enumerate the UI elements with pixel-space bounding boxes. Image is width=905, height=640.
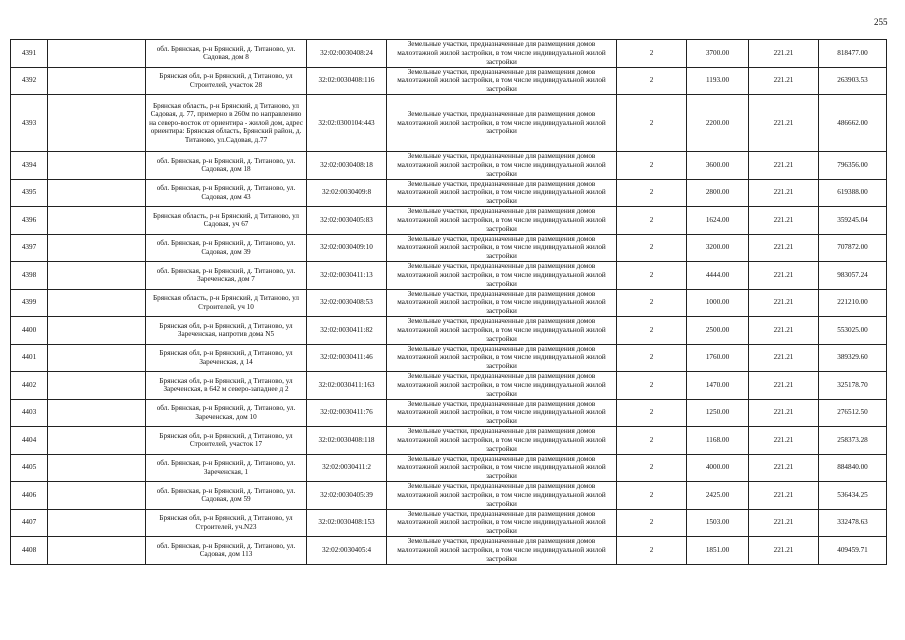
area-cell: 3700.00 <box>687 40 749 68</box>
address-cell: Брянская область, р-н Брянский, д Титаново, ул Садовая, уч 67 <box>146 207 307 235</box>
area-cell: 4444.00 <box>687 262 749 290</box>
empty-cell <box>48 509 146 537</box>
address-cell: обл. Брянская, р-н Брянский, д. Титаново, ул. Зареченская, 1 <box>146 454 307 482</box>
group-cell: 2 <box>617 454 687 482</box>
row-number-cell: 4404 <box>11 427 48 455</box>
empty-cell <box>48 152 146 180</box>
land-use-description-cell: Земельные участки, предназначенные для размещения домов малоэтажной жилой застройки, в том числе индивидуальной жилой застройки <box>387 537 617 565</box>
specific-value-cell: 221.21 <box>749 509 819 537</box>
cadastral-value-cell: 536434.25 <box>819 482 887 510</box>
land-use-description-cell: Земельные участки, предназначенные для размещения домов малоэтажной жилой застройки, в том числе индивидуальной жилой застройки <box>387 372 617 400</box>
cadastral-number-cell: 32:02:0030408:116 <box>307 67 387 95</box>
cadastral-value-cell: 359245.04 <box>819 207 887 235</box>
cadastral-number-cell: 32:02:0030409:10 <box>307 234 387 262</box>
specific-value-cell: 221.21 <box>749 427 819 455</box>
empty-cell <box>48 317 146 345</box>
empty-cell <box>48 67 146 95</box>
land-use-description-cell: Земельные участки, предназначенные для размещения домов малоэтажной жилой застройки, в том числе индивидуальной жилой застройки <box>387 40 617 68</box>
table-row <box>11 234 887 262</box>
table-row <box>11 537 887 565</box>
area-cell: 1470.00 <box>687 372 749 400</box>
specific-value-cell: 221.21 <box>749 262 819 290</box>
land-use-description-cell: Земельные участки, предназначенные для размещения домов малоэтажной жилой застройки, в том числе индивидуальной жилой застройки <box>387 67 617 95</box>
specific-value-cell: 221.21 <box>749 40 819 68</box>
cadastral-number-cell: 32:02:0030411:13 <box>307 262 387 290</box>
cadastral-value-cell: 409459.71 <box>819 537 887 565</box>
cadastral-number-cell: 32:02:0030408:153 <box>307 509 387 537</box>
area-cell: 1168.00 <box>687 427 749 455</box>
address-cell: обл. Брянская, р-н Брянский, д. Титаново, ул. Зареченская, дом 10 <box>146 399 307 427</box>
cadastral-number-cell: 32:02:0030408:53 <box>307 289 387 317</box>
empty-cell <box>48 95 146 152</box>
table-row <box>11 95 887 152</box>
land-use-description-cell: Земельные участки, предназначенные для размещения домов малоэтажной жилой застройки, в том числе индивидуальной жилой застройки <box>387 427 617 455</box>
address-cell: обл. Брянская, р-н Брянский, д. Титаново, ул. Садовая, дом 43 <box>146 179 307 207</box>
specific-value-cell: 221.21 <box>749 372 819 400</box>
address-cell: Брянская обл, р-н Брянский, д Титаново, ул Строителей, уч.N23 <box>146 509 307 537</box>
empty-cell <box>48 234 146 262</box>
area-cell: 2500.00 <box>687 317 749 345</box>
table-row <box>11 344 887 372</box>
area-cell: 3600.00 <box>687 152 749 180</box>
cadastral-number-cell: 32:02:0030405:83 <box>307 207 387 235</box>
group-cell: 2 <box>617 372 687 400</box>
address-cell: обл. Брянская, р-н Брянский, д. Титаново, ул. Садовая, дом 59 <box>146 482 307 510</box>
area-cell: 4000.00 <box>687 454 749 482</box>
cadastral-value-cell: 796356.00 <box>819 152 887 180</box>
empty-cell <box>48 482 146 510</box>
land-registry-table <box>10 39 887 565</box>
cadastral-value-cell: 707872.00 <box>819 234 887 262</box>
table-row <box>11 509 887 537</box>
table-row <box>11 152 887 180</box>
row-number-cell: 4406 <box>11 482 48 510</box>
land-use-description-cell: Земельные участки, предназначенные для размещения домов малоэтажной жилой застройки, в том числе индивидуальной жилой застройки <box>387 234 617 262</box>
address-cell: Брянская обл, р-н Брянский, д Титаново, ул Зареченская, в 642 м северо-западнее д 2 <box>146 372 307 400</box>
row-number-cell: 4401 <box>11 344 48 372</box>
cadastral-value-cell: 276512.50 <box>819 399 887 427</box>
cadastral-value-cell: 486662.00 <box>819 95 887 152</box>
specific-value-cell: 221.21 <box>749 207 819 235</box>
group-cell: 2 <box>617 427 687 455</box>
empty-cell <box>48 207 146 235</box>
table-row <box>11 40 887 68</box>
page-number: 255 <box>874 17 888 27</box>
cadastral-value-cell: 258373.28 <box>819 427 887 455</box>
cadastral-value-cell: 263903.53 <box>819 67 887 95</box>
address-cell: Брянская область, р-н Брянский, д Титаново, ул Строителей, уч 10 <box>146 289 307 317</box>
group-cell: 2 <box>617 40 687 68</box>
row-number-cell: 4407 <box>11 509 48 537</box>
group-cell: 2 <box>617 262 687 290</box>
group-cell: 2 <box>617 152 687 180</box>
cadastral-value-cell: 332478.63 <box>819 509 887 537</box>
address-cell: Брянская область, р-н Брянский, д Титаново, ул Садовая, д. 77, примерно в 260м по направлению на северо-восток от ориентира - жилой дом, адрес ориентира: Брянская область, Брянский район, д. Титаново, ул.Садовая, д.77 <box>146 95 307 152</box>
table-row <box>11 372 887 400</box>
group-cell: 2 <box>617 179 687 207</box>
cadastral-number-cell: 32:02:0030411:163 <box>307 372 387 400</box>
group-cell: 2 <box>617 509 687 537</box>
empty-cell <box>48 179 146 207</box>
cadastral-value-cell: 818477.00 <box>819 40 887 68</box>
land-use-description-cell: Земельные участки, предназначенные для размещения домов малоэтажной жилой застройки, в том числе индивидуальной жилой застройки <box>387 289 617 317</box>
table-row <box>11 179 887 207</box>
address-cell: обл. Брянская, р-н Брянский, д. Титаново, ул. Садовая, дом 39 <box>146 234 307 262</box>
table-row <box>11 427 887 455</box>
cadastral-value-cell: 619388.00 <box>819 179 887 207</box>
row-number-cell: 4408 <box>11 537 48 565</box>
specific-value-cell: 221.21 <box>749 67 819 95</box>
area-cell: 1624.00 <box>687 207 749 235</box>
row-number-cell: 4403 <box>11 399 48 427</box>
cadastral-value-cell: 389329.60 <box>819 344 887 372</box>
empty-cell <box>48 427 146 455</box>
cadastral-number-cell: 32:02:0030408:18 <box>307 152 387 180</box>
row-number-cell: 4405 <box>11 454 48 482</box>
land-use-description-cell: Земельные участки, предназначенные для размещения домов малоэтажной жилой застройки, в том числе индивидуальной жилой застройки <box>387 344 617 372</box>
table-body <box>11 40 887 565</box>
row-number-cell: 4399 <box>11 289 48 317</box>
land-use-description-cell: Земельные участки, предназначенные для размещения домов малоэтажной жилой застройки, в том числе индивидуальной жилой застройки <box>387 152 617 180</box>
land-use-description-cell: Земельные участки, предназначенные для размещения домов малоэтажной жилой застройки, в том числе индивидуальной жилой застройки <box>387 207 617 235</box>
area-cell: 1851.00 <box>687 537 749 565</box>
empty-cell <box>48 372 146 400</box>
group-cell: 2 <box>617 344 687 372</box>
group-cell: 2 <box>617 317 687 345</box>
cadastral-number-cell: 32:02:0030408:118 <box>307 427 387 455</box>
address-cell: Брянская обл, р-н Брянский, д Титаново, ул Строителей, участок 17 <box>146 427 307 455</box>
row-number-cell: 4392 <box>11 67 48 95</box>
table-row <box>11 399 887 427</box>
row-number-cell: 4395 <box>11 179 48 207</box>
table-row <box>11 482 887 510</box>
empty-cell <box>48 289 146 317</box>
group-cell: 2 <box>617 95 687 152</box>
land-use-description-cell: Земельные участки, предназначенные для размещения домов малоэтажной жилой застройки, в том числе индивидуальной жилой застройки <box>387 179 617 207</box>
row-number-cell: 4396 <box>11 207 48 235</box>
specific-value-cell: 221.21 <box>749 179 819 207</box>
specific-value-cell: 221.21 <box>749 482 819 510</box>
table-row <box>11 289 887 317</box>
table-row <box>11 207 887 235</box>
row-number-cell: 4398 <box>11 262 48 290</box>
specific-value-cell: 221.21 <box>749 234 819 262</box>
address-cell: Брянская обл, р-н Брянский, д Титаново, ул Строителей, участок 28 <box>146 67 307 95</box>
table-row <box>11 67 887 95</box>
empty-cell <box>48 537 146 565</box>
area-cell: 1250.00 <box>687 399 749 427</box>
row-number-cell: 4400 <box>11 317 48 345</box>
cadastral-value-cell: 553025.00 <box>819 317 887 345</box>
specific-value-cell: 221.21 <box>749 289 819 317</box>
cadastral-number-cell: 32:02:0030405:4 <box>307 537 387 565</box>
table-row <box>11 317 887 345</box>
land-use-description-cell: Земельные участки, предназначенные для размещения домов малоэтажной жилой застройки, в том числе индивидуальной жилой застройки <box>387 262 617 290</box>
specific-value-cell: 221.21 <box>749 344 819 372</box>
empty-cell <box>48 454 146 482</box>
address-cell: обл. Брянская, р-н Брянский, д. Титаново, ул. Садовая, дом 18 <box>146 152 307 180</box>
area-cell: 2200.00 <box>687 95 749 152</box>
row-number-cell: 4394 <box>11 152 48 180</box>
cadastral-number-cell: 32:02:0030411:2 <box>307 454 387 482</box>
specific-value-cell: 221.21 <box>749 537 819 565</box>
group-cell: 2 <box>617 289 687 317</box>
group-cell: 2 <box>617 207 687 235</box>
empty-cell <box>48 262 146 290</box>
cadastral-value-cell: 325178.70 <box>819 372 887 400</box>
address-cell: Брянская обл, р-н Брянский, д Титаново, ул Зареченская, д 14 <box>146 344 307 372</box>
area-cell: 1000.00 <box>687 289 749 317</box>
row-number-cell: 4402 <box>11 372 48 400</box>
group-cell: 2 <box>617 67 687 95</box>
row-number-cell: 4397 <box>11 234 48 262</box>
address-cell: обл. Брянская, р-н Брянский, д. Титаново, ул. Садовая, дом 8 <box>146 40 307 68</box>
table-row <box>11 262 887 290</box>
land-use-description-cell: Земельные участки, предназначенные для размещения домов малоэтажной жилой застройки, в том числе индивидуальной жилой застройки <box>387 317 617 345</box>
cadastral-number-cell: 32:02:0030411:46 <box>307 344 387 372</box>
empty-cell <box>48 40 146 68</box>
land-use-description-cell: Земельные участки, предназначенные для размещения домов малоэтажной жилой застройки, в том числе индивидуальной жилой застройки <box>387 509 617 537</box>
area-cell: 2425.00 <box>687 482 749 510</box>
area-cell: 1503.00 <box>687 509 749 537</box>
cadastral-number-cell: 32:02:0030409:8 <box>307 179 387 207</box>
specific-value-cell: 221.21 <box>749 152 819 180</box>
specific-value-cell: 221.21 <box>749 399 819 427</box>
area-cell: 1193.00 <box>687 67 749 95</box>
cadastral-number-cell: 32:02:0030411:76 <box>307 399 387 427</box>
cadastral-number-cell: 32:02:0300104:443 <box>307 95 387 152</box>
empty-cell <box>48 399 146 427</box>
cadastral-number-cell: 32:02:0030405:39 <box>307 482 387 510</box>
row-number-cell: 4391 <box>11 40 48 68</box>
empty-cell <box>48 344 146 372</box>
row-number-cell: 4393 <box>11 95 48 152</box>
group-cell: 2 <box>617 399 687 427</box>
cadastral-value-cell: 221210.00 <box>819 289 887 317</box>
land-use-description-cell: Земельные участки, предназначенные для размещения домов малоэтажной жилой застройки, в том числе индивидуальной жилой застройки <box>387 95 617 152</box>
table-row <box>11 454 887 482</box>
cadastral-value-cell: 884840.00 <box>819 454 887 482</box>
group-cell: 2 <box>617 482 687 510</box>
cadastral-value-cell: 983057.24 <box>819 262 887 290</box>
area-cell: 1760.00 <box>687 344 749 372</box>
specific-value-cell: 221.21 <box>749 454 819 482</box>
cadastral-number-cell: 32:02:0030408:24 <box>307 40 387 68</box>
land-use-description-cell: Земельные участки, предназначенные для размещения домов малоэтажной жилой застройки, в том числе индивидуальной жилой застройки <box>387 454 617 482</box>
land-use-description-cell: Земельные участки, предназначенные для размещения домов малоэтажной жилой застройки, в том числе индивидуальной жилой застройки <box>387 482 617 510</box>
address-cell: обл. Брянская, р-н Брянский, д. Титаново, ул. Садовая, дом 113 <box>146 537 307 565</box>
area-cell: 2800.00 <box>687 179 749 207</box>
specific-value-cell: 221.21 <box>749 317 819 345</box>
address-cell: Брянская обл, р-н Брянский, д Титаново, ул Зареченская, напротив дома N5 <box>146 317 307 345</box>
address-cell: обл. Брянская, р-н Брянский, д. Титаново, ул. Зареченская, дом 7 <box>146 262 307 290</box>
group-cell: 2 <box>617 234 687 262</box>
cadastral-number-cell: 32:02:0030411:82 <box>307 317 387 345</box>
area-cell: 3200.00 <box>687 234 749 262</box>
land-use-description-cell: Земельные участки, предназначенные для размещения домов малоэтажной жилой застройки, в том числе индивидуальной жилой застройки <box>387 399 617 427</box>
specific-value-cell: 221.21 <box>749 95 819 152</box>
group-cell: 2 <box>617 537 687 565</box>
